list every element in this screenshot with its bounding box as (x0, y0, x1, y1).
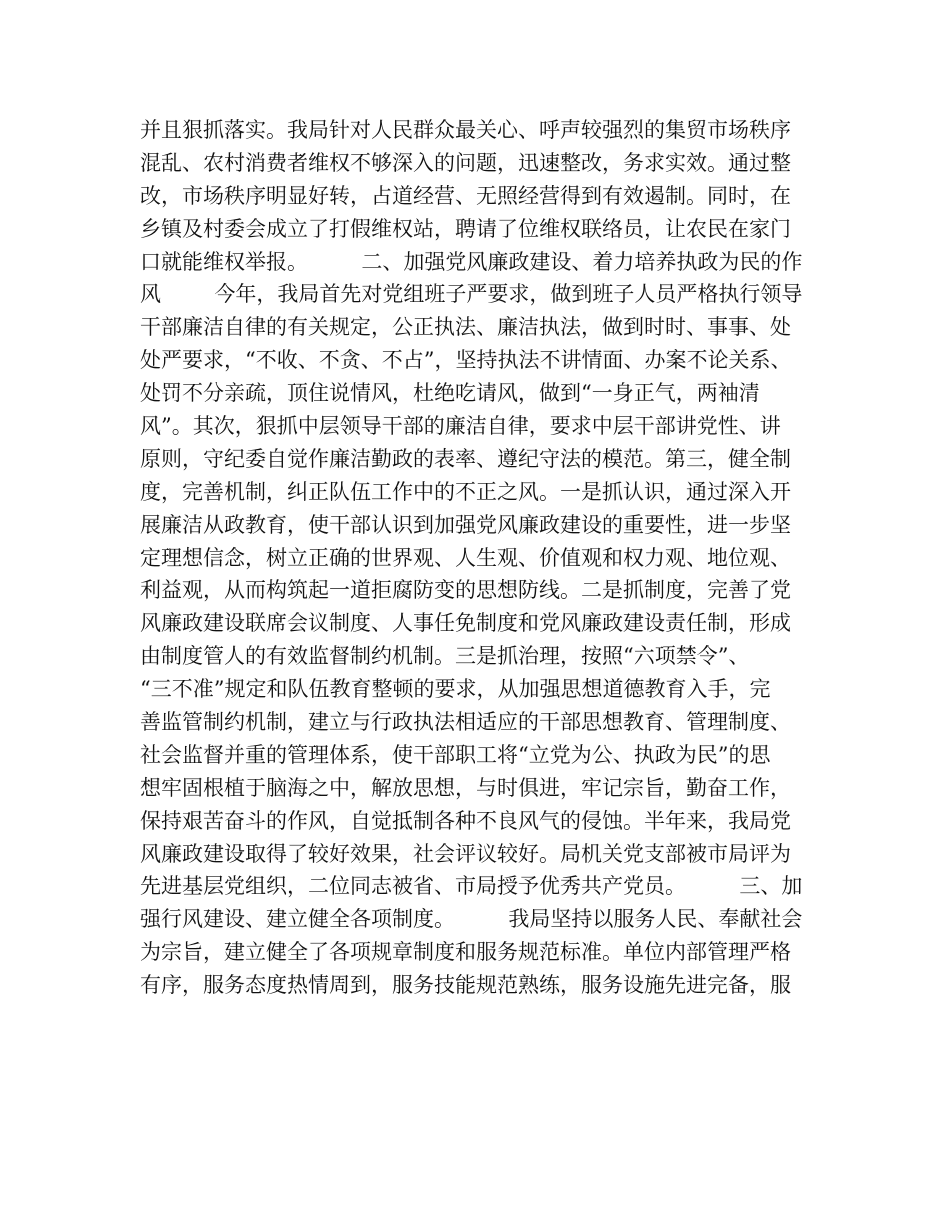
text-line: 由制度管人的有效监督制约机制。三是抓治理，按照“六项禁令”、 (140, 644, 750, 669)
text-line: 强行风建设、建立健全各项制度。 我局坚持以服务人民、奉献社会 (140, 907, 803, 932)
text-line: 利益观，从而构筑起一道拒腐防变的思想防线。二是抓制度，完善了党 (140, 578, 791, 603)
text-line: 为宗旨，建立健全了各项规章制度和服务规范标准。单位内部管理严格 (140, 940, 791, 965)
text-line: 定理想信念，树立正确的世界观、人生观、价值观和权力观、地位观、 (140, 545, 791, 570)
text-line: 风廉政建设联席会议制度、人事任免制度和党风廉政建设责任制，形成 (140, 611, 791, 636)
text-line: 有序，服务态度热情周到，服务技能规范熟练，服务设施先进完备，服 (140, 973, 791, 998)
text-line: 处罚不分亲疏，顶住说情风，杜绝吃请风，做到“一身正气，两袖清 (140, 381, 760, 406)
text-line: 并且狠抓落实。我局针对人民群众最关心、呼声较强烈的集贸市场秩序 (140, 118, 791, 142)
text-line: 先进基层党组织，二位同志被省、市局授予优秀共产党员。 三、加 (140, 874, 803, 899)
text-line: 改，市场秩序明显好转，占道经营、无照经营得到有效遏制。同时，在 (140, 183, 791, 208)
body-text (140, 114, 820, 1002)
text-line: 保持艰苦奋斗的作风，自觉抵制各种不良风气的侵蚀。半年来，我局党 (140, 808, 791, 833)
text-line: 干部廉洁自律的有关规定，公正执法、廉洁执法，做到时时、事事、处 (140, 315, 791, 340)
text-line: 混乱、农村消费者维权不够深入的问题，迅速整改，务求实效。通过整 (140, 150, 791, 175)
text-line: 展廉洁从政教育，使干部认识到加强党风廉政建设的重要性，进一步坚 (140, 512, 791, 537)
text-line: 原则，守纪委自觉作廉洁勤政的表率、遵纪守法的模范。第三，健全制 (140, 446, 791, 471)
text-line: 想牢固根植于脑海之中，解放思想，与时俱进，牢记宗旨，勤奋工作， (140, 775, 791, 800)
text-line: 口就能维权举报。 二、加强党风廉政建设、着力培养执政为民的作 (140, 249, 803, 274)
text-line: 善监管制约机制，建立与行政执法相适应的干部思想教育、管理制度、 (140, 710, 791, 735)
text-line: 乡镇及村委会成立了打假维权站，聘请了位维权联络员，让农民在家门 (140, 216, 791, 241)
text-line: 度，完善机制，纠正队伍工作中的不正之风。一是抓认识，通过深入开 (140, 479, 791, 504)
text-line: 风 今年，我局首先对党组班子严要求，做到班子人员严格执行领导 (140, 282, 803, 307)
text-line: 风”。其次，狠抓中层领导干部的廉洁自律，要求中层干部讲党性、讲 (140, 414, 781, 439)
text-line: “三不准”规定和队伍教育整顿的要求，从加强思想道德教育入手，完 (140, 677, 771, 702)
text-line: 社会监督并重的管理体系，使干部职工将“立党为公、执政为民”的思 (140, 742, 771, 767)
text-line: 风廉政建设取得了较好效果，社会评议较好。局机关党支部被市局评为 (140, 841, 791, 866)
text-line: 处严要求，“不收、不贪、不占”，坚持执法不讲情面、办案不论关系、 (140, 348, 792, 373)
